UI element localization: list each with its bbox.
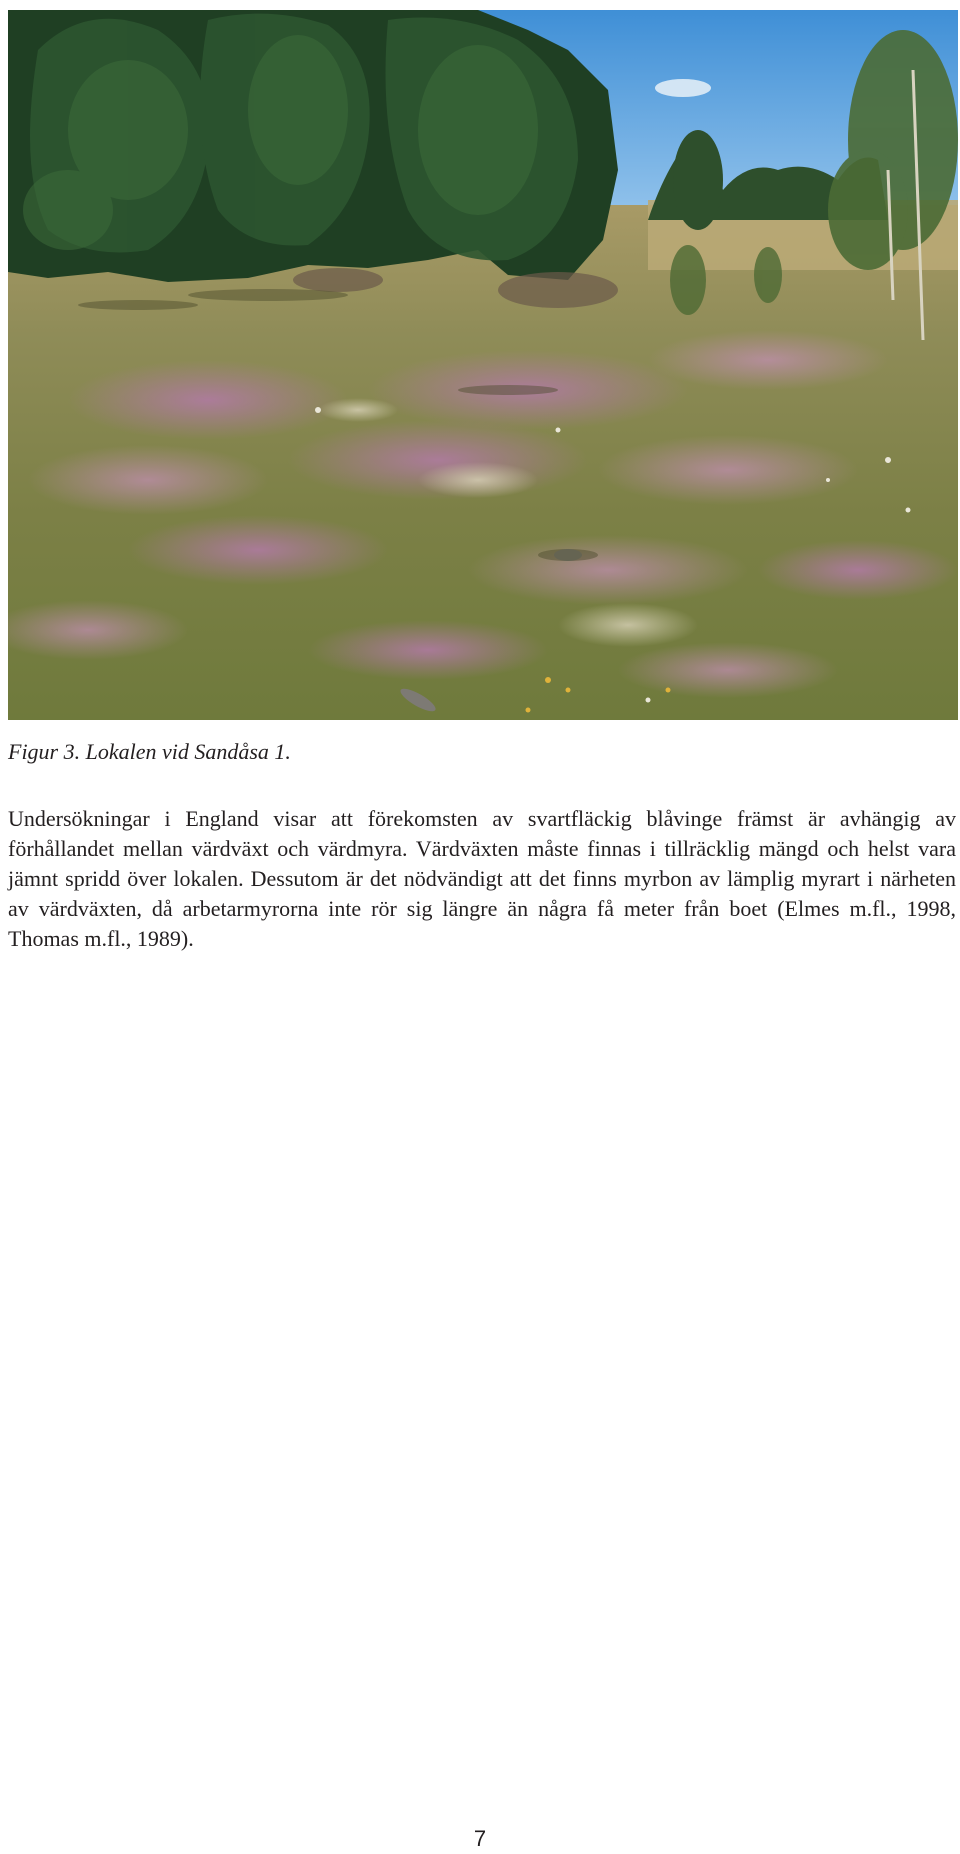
figure-photo: [8, 10, 958, 720]
figure-caption: Figur 3. Lokalen vid Sandåsa 1.: [8, 739, 291, 764]
body-paragraph: Undersökningar i England visar att förekomsten av svartfläckig blåvinge främst är avhängig av förhållandet mellan värdväxt och värdmyra. Värdväxten måste finnas i tillräcklig mängd och helst vara jämnt spridd över lokalen. Dessutom är det nödvändigt att det finns myrbon av lämplig myrart i närheten av värdväxten, då arbetarmyrorna inte rör sig längre än några få meter från boet (Elmes m.fl., 1998, Thomas m.fl., 1989).: [8, 806, 956, 951]
page-number: 7: [473, 1826, 487, 1851]
